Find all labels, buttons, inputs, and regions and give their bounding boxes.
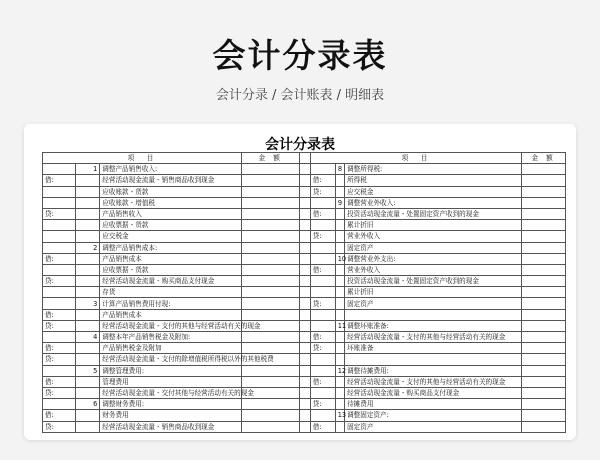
left-amount-cell	[241, 231, 299, 242]
right-side-cell: 贷:	[310, 298, 335, 309]
right-number-cell: 10	[335, 253, 344, 264]
left-number-cell	[76, 264, 100, 275]
left-number-cell	[76, 320, 100, 331]
left-side-cell	[43, 365, 76, 376]
right-side-cell	[310, 242, 335, 253]
left-amount-cell	[241, 186, 299, 197]
left-item-cell: 产品销售成本	[100, 253, 242, 264]
right-side-cell: 贷:	[310, 186, 335, 197]
spacer-cell	[300, 287, 310, 298]
left-side-cell	[43, 287, 76, 298]
table-row	[43, 399, 566, 410]
right-item-cell: 调整固定资产:	[345, 410, 522, 421]
right-amount-cell	[522, 410, 566, 421]
left-side-cell: 借:	[43, 343, 76, 354]
left-number-cell: 5	[76, 365, 100, 376]
table-row	[43, 354, 566, 365]
right-side-cell	[310, 320, 335, 331]
left-item-cell: 经营活动现金流量 - 支付的其他与经营活动有关的现金	[100, 320, 242, 331]
spacer-cell	[300, 208, 310, 219]
left-amount-cell	[241, 298, 299, 309]
left-item-cell: 调整财务费用:	[100, 399, 242, 410]
right-item-cell: 所得税	[345, 175, 522, 186]
left-amount-cell	[241, 332, 299, 343]
right-number-cell	[335, 399, 344, 410]
left-side-cell	[43, 197, 76, 208]
left-item-cell: 应交税金	[100, 231, 242, 242]
right-side-cell: 借:	[310, 376, 335, 387]
right-amount-cell	[522, 421, 566, 432]
right-side-cell	[310, 410, 335, 421]
right-item-cell: 经营活动现金流量 - 购买商品支付现金	[345, 387, 522, 398]
right-side-cell: 借:	[310, 332, 335, 343]
right-side-cell	[310, 309, 335, 320]
right-amount-cell	[522, 220, 566, 231]
right-amount-cell	[522, 197, 566, 208]
left-amount-cell	[241, 376, 299, 387]
left-side-cell: 借:	[43, 253, 76, 264]
table-row	[43, 365, 566, 376]
right-amount-cell	[522, 298, 566, 309]
left-number-cell	[76, 208, 100, 219]
right-item-cell: 固定资产	[345, 298, 522, 309]
left-item-cell: 经营活动现金流量 - 支付的除增值税所得税以外的其他税费	[100, 354, 242, 365]
document-title: 会计分录表	[265, 137, 335, 153]
left-amount-cell	[241, 410, 299, 421]
left-side-cell	[43, 220, 76, 231]
header-spacer	[300, 153, 310, 164]
right-amount-header: 金 额	[522, 153, 566, 164]
right-number-cell	[335, 242, 344, 253]
right-number-cell: 11	[335, 320, 344, 331]
spacer-cell	[300, 410, 310, 421]
right-amount-cell	[522, 387, 566, 398]
table-row	[43, 231, 566, 242]
left-amount-cell	[241, 175, 299, 186]
left-side-cell: 贷:	[43, 320, 76, 331]
left-item-cell: 产品销售税金及附加	[100, 343, 242, 354]
right-side-cell	[310, 287, 335, 298]
right-side-cell	[310, 387, 335, 398]
left-side-cell: 借:	[43, 309, 76, 320]
left-item-cell: 经营活动现金流量 - 交付其他与经营活动有关的现金	[100, 387, 242, 398]
spacer-cell	[300, 276, 310, 287]
left-side-cell	[43, 186, 76, 197]
spacer-cell	[300, 175, 310, 186]
right-side-cell: 贷:	[310, 231, 335, 242]
right-item-cell: 投资活动现金流量 - 处置固定资产收到的现金	[345, 276, 522, 287]
right-side-cell: 借:	[310, 208, 335, 219]
spacer-cell	[300, 253, 310, 264]
left-side-cell	[43, 264, 76, 275]
left-item-cell: 经营活动现金流量 - 销售商品收到现金	[100, 175, 242, 186]
left-item-cell: 调整本年产品销售税金及附加:	[100, 332, 242, 343]
right-item-header: 项 目	[310, 153, 521, 164]
table-row	[43, 298, 566, 309]
right-amount-cell	[522, 354, 566, 365]
right-number-cell	[335, 309, 344, 320]
left-amount-cell	[241, 421, 299, 432]
left-amount-cell	[241, 197, 299, 208]
left-number-cell	[76, 410, 100, 421]
left-item-cell: 调整产品销售收入:	[100, 164, 242, 175]
left-number-cell	[76, 276, 100, 287]
left-side-cell	[43, 298, 76, 309]
right-number-cell: 12	[335, 365, 344, 376]
right-item-cell: 调整坏账准备:	[345, 320, 522, 331]
left-number-cell: 1	[76, 164, 100, 175]
right-side-cell	[310, 354, 335, 365]
right-amount-cell	[522, 399, 566, 410]
page-subtitle: 会计分录 / 会计账表 / 明细表	[215, 88, 385, 103]
left-number-cell	[76, 343, 100, 354]
right-side-cell: 借:	[310, 264, 335, 275]
spacer-cell	[300, 354, 310, 365]
left-side-cell	[43, 231, 76, 242]
right-number-cell	[335, 175, 344, 186]
right-item-cell: 固定资产	[345, 242, 522, 253]
right-item-cell	[345, 309, 522, 320]
left-side-cell: 借:	[43, 175, 76, 186]
left-number-cell	[76, 186, 100, 197]
left-item-cell: 产品销售收入	[100, 208, 242, 219]
left-number-cell	[76, 287, 100, 298]
left-side-cell: 贷:	[43, 421, 76, 432]
table-row	[43, 253, 566, 264]
right-number-cell	[335, 264, 344, 275]
right-item-cell: 经营活动现金流量 - 支付的其他与经营活动有关的现金	[345, 332, 522, 343]
left-amount-cell	[241, 220, 299, 231]
left-item-header: 项 目	[43, 153, 242, 164]
table-row	[43, 410, 566, 421]
right-amount-cell	[522, 309, 566, 320]
left-amount-cell	[241, 399, 299, 410]
right-side-cell	[310, 365, 335, 376]
right-item-cell: 应交税金	[345, 186, 522, 197]
table-row	[43, 208, 566, 219]
right-item-cell: 营业外收入	[345, 231, 522, 242]
right-side-cell	[310, 276, 335, 287]
left-item-cell: 计算产品销售费用付现:	[100, 298, 242, 309]
right-amount-cell	[522, 264, 566, 275]
left-side-cell: 贷:	[43, 208, 76, 219]
table-row	[43, 186, 566, 197]
left-amount-cell	[241, 208, 299, 219]
left-number-cell: 2	[76, 242, 100, 253]
spacer-cell	[300, 242, 310, 253]
left-amount-header: 金 额	[241, 153, 299, 164]
right-amount-cell	[522, 253, 566, 264]
right-item-cell: 调整营业外支出:	[345, 253, 522, 264]
table-row	[43, 276, 566, 287]
right-number-cell	[335, 208, 344, 219]
right-amount-cell	[522, 175, 566, 186]
table-row	[43, 376, 566, 387]
left-item-cell: 财务费用	[100, 410, 242, 421]
right-amount-cell	[522, 164, 566, 175]
right-number-cell	[335, 220, 344, 231]
right-item-cell: 营业外收入	[345, 264, 522, 275]
page-title: 会计分录表	[212, 36, 388, 75]
left-side-cell	[43, 399, 76, 410]
right-side-cell: 借:	[310, 421, 335, 432]
left-number-cell	[76, 387, 100, 398]
right-number-cell	[335, 298, 344, 309]
right-item-cell: 调整待摊费用:	[345, 365, 522, 376]
left-number-cell: 6	[76, 399, 100, 410]
right-item-cell: 固定资产	[345, 421, 522, 432]
table-row	[43, 343, 566, 354]
left-amount-cell	[241, 164, 299, 175]
right-number-cell	[335, 332, 344, 343]
left-amount-cell	[241, 242, 299, 253]
right-number-cell	[335, 186, 344, 197]
left-side-cell	[43, 164, 76, 175]
table-row	[43, 164, 566, 175]
right-amount-cell	[522, 365, 566, 376]
spacer-cell	[300, 387, 310, 398]
table-row	[43, 421, 566, 432]
right-number-cell	[335, 376, 344, 387]
spacer-cell	[300, 365, 310, 376]
table-row	[43, 332, 566, 343]
left-item-cell: 应收账款 - 增值税	[100, 197, 242, 208]
left-number-cell	[76, 231, 100, 242]
left-number-cell	[76, 197, 100, 208]
right-number-cell	[335, 387, 344, 398]
table-row	[43, 287, 566, 298]
right-item-cell	[345, 354, 522, 365]
right-number-cell	[335, 276, 344, 287]
document-preview-card[interactable]	[24, 124, 576, 440]
right-side-cell	[310, 253, 335, 264]
left-number-cell	[76, 376, 100, 387]
spacer-cell	[300, 186, 310, 197]
right-number-cell	[335, 421, 344, 432]
right-number-cell	[335, 231, 344, 242]
right-side-cell: 贷:	[310, 343, 335, 354]
left-side-cell: 贷:	[43, 354, 76, 365]
left-number-cell	[76, 253, 100, 264]
right-item-cell: 坏账准备	[345, 343, 522, 354]
left-number-cell	[76, 309, 100, 320]
left-side-cell	[43, 242, 76, 253]
left-side-cell	[43, 332, 76, 343]
table-row	[43, 320, 566, 331]
spacer-cell	[300, 231, 310, 242]
table-row	[43, 220, 566, 231]
right-amount-cell	[522, 376, 566, 387]
spacer-cell	[300, 421, 310, 432]
table-row	[43, 197, 566, 208]
right-number-cell: 13	[335, 410, 344, 421]
right-amount-cell	[522, 276, 566, 287]
spacer-cell	[300, 264, 310, 275]
right-item-cell: 投资活动现金流量 - 处置固定资产收到的现金	[345, 208, 522, 219]
left-side-cell: 贷:	[43, 276, 76, 287]
left-amount-cell	[241, 365, 299, 376]
left-number-cell	[76, 175, 100, 186]
spacer-cell	[300, 197, 310, 208]
right-amount-cell	[522, 343, 566, 354]
left-amount-cell	[241, 343, 299, 354]
right-item-cell: 调整营业外收入:	[345, 197, 522, 208]
left-item-cell: 管理费用	[100, 376, 242, 387]
left-amount-cell	[241, 253, 299, 264]
right-item-cell: 累计折旧	[345, 220, 522, 231]
left-number-cell: 4	[76, 332, 100, 343]
right-number-cell: 9	[335, 197, 344, 208]
left-item-cell: 应收票据 - 货款	[100, 220, 242, 231]
ledger-table	[42, 152, 566, 433]
left-item-cell: 经营活动现金流量 - 购买商品支付现金	[100, 276, 242, 287]
right-amount-cell	[522, 231, 566, 242]
left-number-cell	[76, 220, 100, 231]
table-row	[43, 309, 566, 320]
spacer-cell	[300, 320, 310, 331]
right-side-cell	[310, 197, 335, 208]
right-side-cell: 贷:	[310, 399, 335, 410]
spacer-cell	[300, 399, 310, 410]
table-row	[43, 175, 566, 186]
left-item-cell: 调整产品销售成本:	[100, 242, 242, 253]
spacer-cell	[300, 332, 310, 343]
table-row	[43, 242, 566, 253]
left-item-cell: 产品销售成本	[100, 309, 242, 320]
spacer-cell	[300, 164, 310, 175]
table-header-row	[43, 153, 566, 164]
left-amount-cell	[241, 264, 299, 275]
right-item-cell: 调整所得税:	[345, 164, 522, 175]
right-side-cell	[310, 164, 335, 175]
right-item-cell: 经营活动现金流量 - 支付的其他与经营活动有关的现金	[345, 376, 522, 387]
right-amount-cell	[522, 186, 566, 197]
right-amount-cell	[522, 332, 566, 343]
left-amount-cell	[241, 287, 299, 298]
left-amount-cell	[241, 276, 299, 287]
left-item-cell: 存货	[100, 287, 242, 298]
spacer-cell	[300, 376, 310, 387]
right-amount-cell	[522, 242, 566, 253]
left-item-cell: 应收票据 - 货款	[100, 264, 242, 275]
left-number-cell	[76, 354, 100, 365]
left-amount-cell	[241, 309, 299, 320]
right-amount-cell	[522, 208, 566, 219]
spacer-cell	[300, 298, 310, 309]
spacer-cell	[300, 309, 310, 320]
right-number-cell	[335, 354, 344, 365]
spacer-cell	[300, 343, 310, 354]
left-item-cell: 经营活动现金流量 - 销售商品收到现金	[100, 421, 242, 432]
left-item-cell: 调整管理费用:	[100, 365, 242, 376]
left-side-cell: 借:	[43, 376, 76, 387]
right-number-cell	[335, 343, 344, 354]
left-number-cell: 3	[76, 298, 100, 309]
spacer-cell	[300, 220, 310, 231]
right-amount-cell	[522, 320, 566, 331]
right-number-cell: 8	[335, 164, 344, 175]
left-side-cell: 借:	[43, 410, 76, 421]
right-item-cell: 累计折旧	[345, 287, 522, 298]
right-item-cell: 待摊费用	[345, 399, 522, 410]
table-row	[43, 264, 566, 275]
left-side-cell: 贷:	[43, 387, 76, 398]
right-side-cell	[310, 220, 335, 231]
table-row	[43, 387, 566, 398]
right-amount-cell	[522, 287, 566, 298]
right-side-cell: 借:	[310, 175, 335, 186]
right-number-cell	[335, 287, 344, 298]
left-number-cell	[76, 421, 100, 432]
left-item-cell: 应收账款 - 货款	[100, 186, 242, 197]
